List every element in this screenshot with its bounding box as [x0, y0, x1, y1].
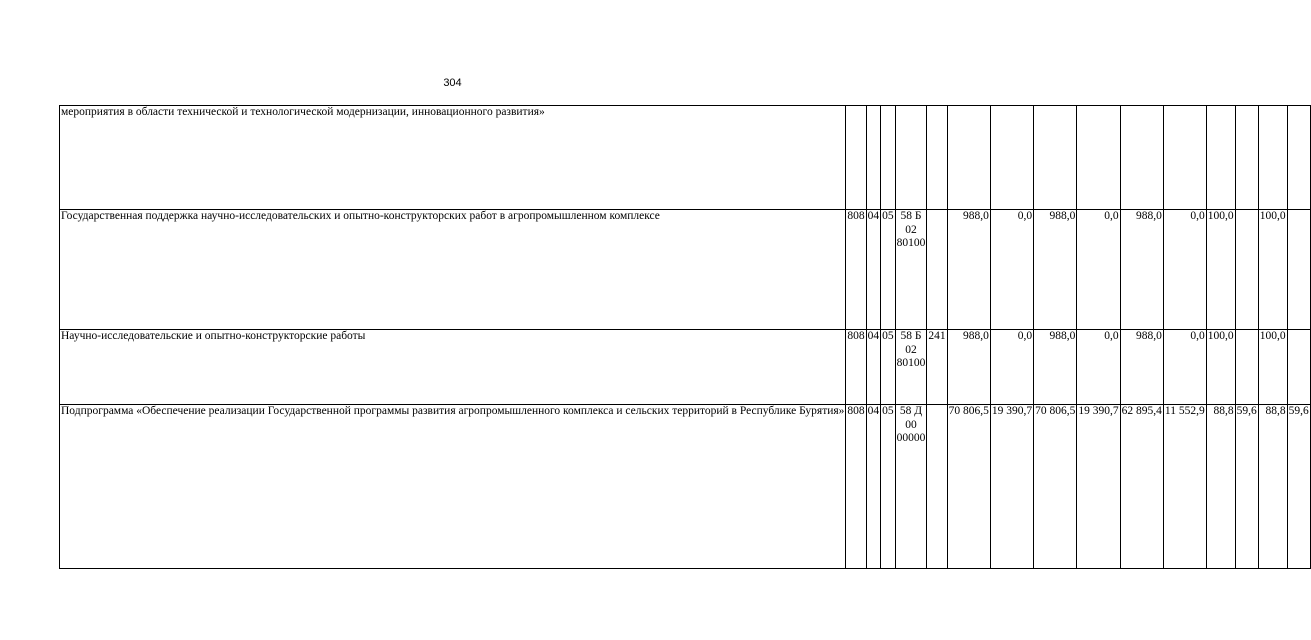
rz-code: 04 — [866, 405, 881, 569]
table-row — [60, 210, 1311, 330]
value-cell: 70 806,5 — [947, 405, 990, 569]
percent-cell: 59,6 — [1235, 405, 1258, 569]
value-cell: 988,0 — [947, 210, 990, 330]
budget-table — [59, 105, 1311, 569]
table-row — [60, 405, 1311, 569]
table-row — [60, 106, 1311, 210]
row-name: Государственная поддержка научно-исследовательских и опытно-конструкторских работ в агропромышленном комплексе — [60, 210, 846, 330]
value-cell: 62 895,4 — [1120, 405, 1163, 569]
value-cell: 988,0 — [1034, 210, 1077, 330]
percent-cell — [1235, 210, 1258, 330]
value-cell: 70 806,5 — [1034, 405, 1077, 569]
value-cell: 0,0 — [1077, 210, 1120, 330]
percent-cell — [1235, 330, 1258, 405]
value-cell: 0,0 — [1077, 330, 1120, 405]
gr-code: 808 — [846, 405, 866, 569]
value-cell: 0,0 — [1163, 330, 1206, 405]
value-cell: 11 552,9 — [1163, 405, 1206, 569]
rz-code: 04 — [866, 330, 881, 405]
value-cell: 988,0 — [947, 330, 990, 405]
value-cell: 988,0 — [1034, 330, 1077, 405]
value-cell: 0,0 — [990, 210, 1033, 330]
table-row — [60, 330, 1311, 405]
pr-code: 05 — [881, 210, 896, 330]
row-name: мероприятия в области технической и технологической модернизации, инновационного развития» — [60, 106, 846, 210]
percent-cell: 100,0 — [1206, 330, 1235, 405]
row-name: Научно-исследовательские и опытно-конструкторские работы — [60, 330, 846, 405]
value-cell: 988,0 — [1120, 330, 1163, 405]
rz-code: 04 — [866, 210, 881, 330]
value-cell: 19 390,7 — [990, 405, 1033, 569]
vr-code — [927, 405, 947, 569]
percent-cell — [1287, 330, 1310, 405]
pr-code: 05 — [881, 330, 896, 405]
csr-code: 58 Д 00 00000 — [895, 405, 927, 569]
vr-code: 241 — [927, 330, 947, 405]
value-cell: 19 390,7 — [1077, 405, 1120, 569]
row-name: Подпрограмма «Обеспечение реализации Государственной программы развития агропромышленного комплекса и сельских территорий в Республике Бурятия» — [60, 405, 846, 569]
percent-cell — [1287, 210, 1310, 330]
percent-cell: 100,0 — [1258, 330, 1287, 405]
percent-cell: 59,6 — [1287, 405, 1310, 569]
gr-code: 808 — [846, 330, 866, 405]
page-number: 304 — [443, 77, 462, 89]
percent-cell: 100,0 — [1258, 210, 1287, 330]
pr-code: 05 — [881, 405, 896, 569]
gr-code: 808 — [846, 210, 866, 330]
value-cell: 0,0 — [1163, 210, 1206, 330]
value-cell: 0,0 — [990, 330, 1033, 405]
csr-code: 58 Б 02 80100 — [895, 330, 927, 405]
percent-cell: 100,0 — [1206, 210, 1235, 330]
csr-code: 58 Б 02 80100 — [895, 210, 927, 330]
percent-cell: 88,8 — [1258, 405, 1287, 569]
vr-code — [927, 210, 947, 330]
value-cell: 988,0 — [1120, 210, 1163, 330]
percent-cell: 88,8 — [1206, 405, 1235, 569]
